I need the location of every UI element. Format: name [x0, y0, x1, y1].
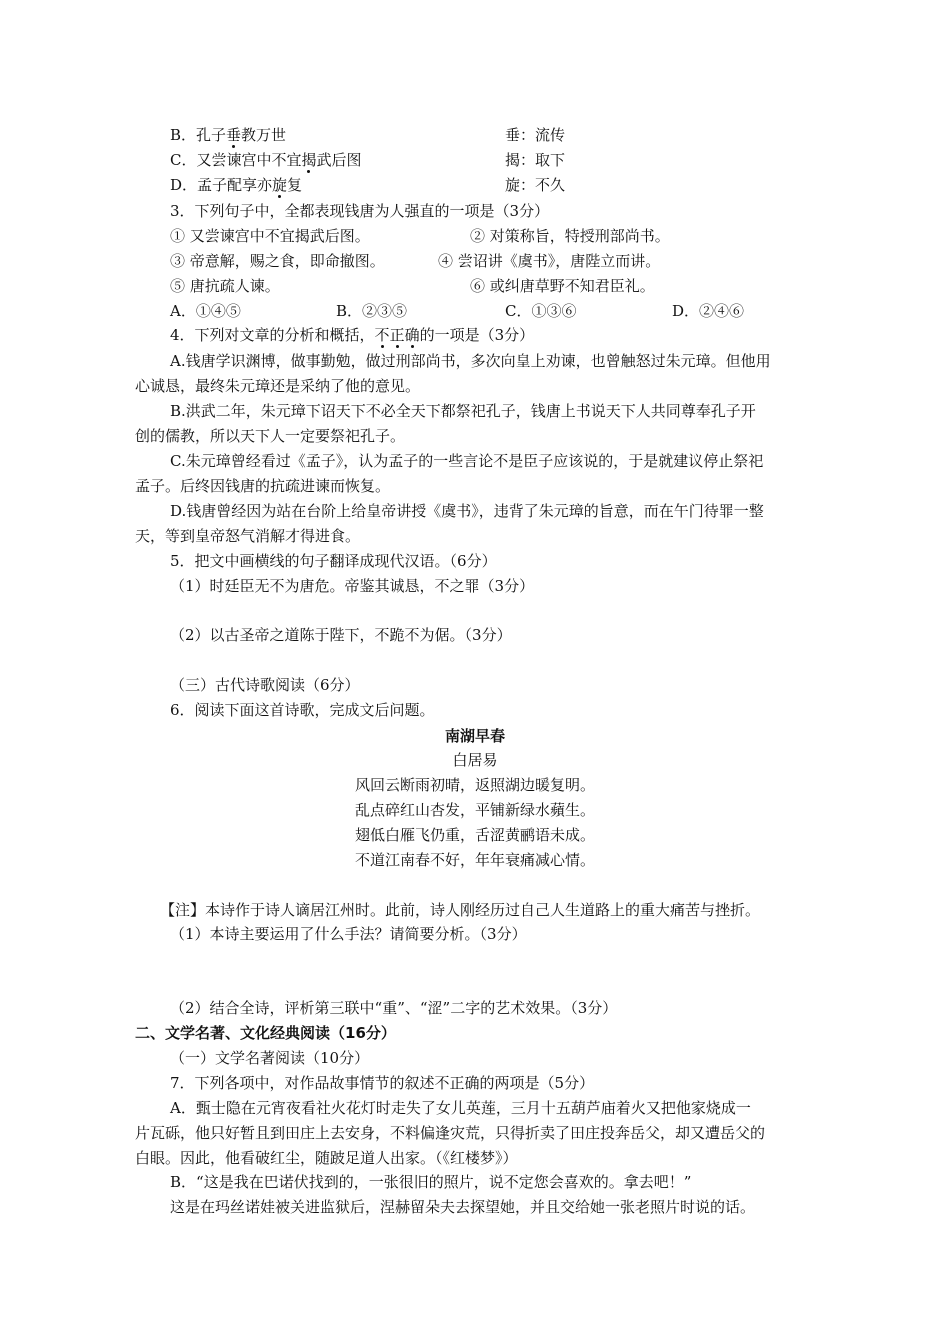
q7-option-a-cont: 片瓦砾，他只好暂且到田庄上去安身，不料偏逢灾荒，只得折卖了田庄投奔岳父，却又遭岳父的 [135, 1124, 766, 1142]
q5-part-2: （2）以古圣帝之道陈于陛下，不跪不为倨。（3分） [170, 626, 512, 644]
q6-part-1: （1）本诗主要运用了什么手法？请简要分析。（3分） [170, 925, 527, 943]
poem-note: 【注】本诗作于诗人谪居江州时。此前，诗人刚经历过自己人生道路上的重大痛苦与挫折。 [160, 901, 761, 919]
option-d-text: D．孟子配享亦 [170, 176, 273, 194]
q5-part-1: （1）时廷臣无不为唐危。帝鉴其诚恳，不之罪（3分） [170, 577, 535, 595]
q3-choice-d: D．②④⑥ [672, 302, 745, 320]
q4-option-c-cont: 孟子。后终因钱唐的抗疏进谏而恢复。 [135, 477, 391, 495]
question-6-stem: 6．阅读下面这首诗歌，完成文后问题。 [170, 701, 435, 719]
option-c-text-end: 武后图 [316, 151, 362, 169]
q4-option-d: D.钱唐曾经因为站在台阶上给皇帝讲授《虞书》，违背了朱元璋的旨意，而在午门待罪一整 [170, 502, 764, 520]
option-c-text: C．又尝谏宫中不宜 [170, 151, 302, 169]
q7-option-b: B．“这是我在巴诺伏找到的，一张很旧的照片，说不定您会喜欢的。拿去吧！” [170, 1173, 692, 1191]
poem-line: 风回云断雨初晴，返照湖边暖复明。 [354, 776, 595, 794]
q6-part-2: （2）结合全诗，评析第三联中“重”、“涩”二字的艺术效果。（3分） [170, 999, 618, 1017]
q4-dotted-char: 确 [404, 326, 420, 344]
q4-option-a-cont: 心诚恳，最终朱元璋还是采纳了他的意见。 [135, 377, 421, 395]
q7-option-a-cont: 白眼。因此，他看破红尘，随跛足道人出家。（《红楼梦》） [135, 1149, 518, 1167]
question-7-stem: 7．下列各项中，对作品故事情节的叙述不正确的两项是（5分） [170, 1074, 595, 1092]
q3-item-4: ④ 尝诏讲《虞书》，唐陛立而讲。 [438, 252, 661, 270]
question-5-stem: 5．把文中画横线的句子翻译成现代汉语。（6分） [170, 552, 497, 570]
q3-item-5: ⑤ 唐抗疏人谏。 [170, 277, 280, 295]
question-4-stem [170, 325, 534, 345]
option-c [170, 150, 362, 170]
option-b-text-end: 教万世 [241, 126, 287, 144]
q4-option-b-cont: 创的儒教，所以天下人一定要祭祀孔子。 [135, 427, 406, 445]
q3-choice-a: A．①④⑤ [170, 302, 241, 320]
q3-item-6: ⑥ 或纠唐草野不知君臣礼。 [470, 277, 655, 295]
q3-item-2: ② 对策称旨，特授刑部尚书。 [470, 227, 670, 245]
option-b-dotted-char: 垂 [226, 126, 242, 144]
q7-option-b-cont: 这是在玛丝诺娃被关进监狱后，涅赫留朵夫去探望她，并且交给她一张老照片时说的话。 [170, 1198, 756, 1216]
q4-option-c: C.朱元璋曾经看过《孟子》，认为孟子的一些言论不是臣子应该说的，于是就建议停止祭祀 [170, 452, 764, 470]
question-3-stem: 3．下列句子中，全都表现钱唐为人强直的一项是（3分） [170, 202, 550, 220]
poem-author: 白居易 [452, 751, 498, 769]
poem-line: 乱点碎红山杏发，平铺新绿水蘋生。 [354, 801, 595, 819]
option-d-dotted-char: 旋 [272, 176, 288, 194]
q4-text-end: 的一项是（3分） [419, 326, 535, 344]
q3-choice-b: B．②③⑤ [336, 302, 408, 320]
q3-item-1: ① 又尝谏宫中不宜揭武后图。 [170, 227, 370, 245]
q4-dotted-char: 正 [389, 326, 405, 344]
option-b-gloss: 垂：流传 [505, 126, 566, 144]
q4-text: 4．下列对文章的分析和概括， [170, 326, 375, 344]
poem-line: 翅低白雁飞仍重，舌涩黄鹂语未成。 [354, 826, 595, 844]
q3-choice-c: C．①③⑥ [505, 302, 577, 320]
option-b-text: B．孔子 [170, 126, 227, 144]
section-3-title: （三）古代诗歌阅读（6分） [170, 676, 360, 694]
poem-title: 南湖早春 [444, 727, 505, 745]
q4-option-d-cont: 天，等到皇帝怒气消解才得进食。 [135, 527, 361, 545]
option-b [170, 125, 286, 145]
part-2-title: 二、文学名著、文化经典阅读（16分） [135, 1024, 396, 1042]
part-2-subsection-1: （一）文学名著阅读（10分） [170, 1049, 370, 1067]
q4-dotted-char: 不 [374, 326, 390, 344]
q4-option-b: B.洪武二年，朱元璋下诏天下不必全天下都祭祀孔子，钱唐上书说天下人共同尊奉孔子开 [170, 402, 756, 420]
option-d-text-end: 复 [287, 176, 303, 194]
option-d [170, 175, 302, 195]
q7-option-a: A．甄士隐在元宵夜看社火花灯时走失了女儿英莲，三月十五葫芦庙着火又把他家烧成一 [170, 1099, 751, 1117]
q3-item-3: ③ 帝意解，赐之食，即命撤图。 [170, 252, 385, 270]
option-d-gloss: 旋：不久 [505, 176, 566, 194]
poem-line: 不道江南春不好，年年衰痛减心情。 [354, 851, 595, 869]
option-c-gloss: 揭：取下 [505, 151, 566, 169]
option-c-dotted-char: 揭 [301, 151, 317, 169]
q4-option-a: A.钱唐学识渊博，做事勤勉，做过刑部尚书，多次向皇上劝谏，也曾触怒过朱元璋。但他用 [170, 352, 771, 370]
